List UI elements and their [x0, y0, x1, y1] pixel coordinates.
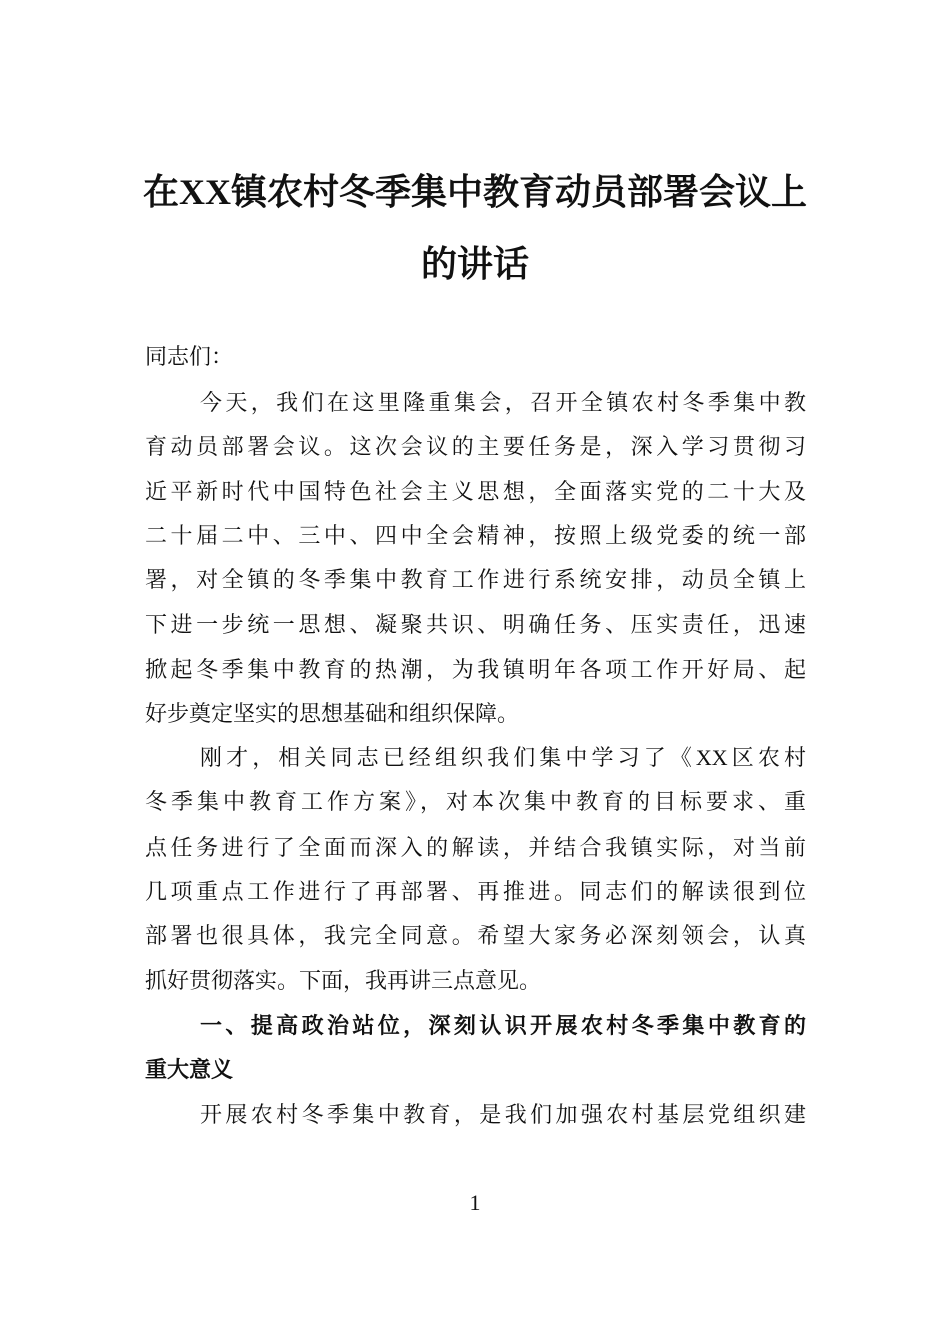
- title-line-1: 在XX镇农村冬季集中教育动员部署会议上: [143, 172, 807, 212]
- paragraph-line: 开展农村冬季集中教育，是我们加强农村基层党组织建: [200, 1102, 806, 1127]
- section-heading-line: 一、提高政治站位，深刻认识开展农村冬季集中教育的: [200, 1013, 806, 1038]
- paragraph-line: 近平新时代中国特色社会主义思想，全面落实党的二十大及: [145, 479, 806, 504]
- salutation: 同志们：: [145, 344, 234, 369]
- paragraph-line: 掀起冬季集中教育的热潮，为我镇明年各项工作开好局、起: [145, 657, 806, 682]
- paragraph-line: 几项重点工作进行了再部署、再推进。同志们的解读很到位: [145, 879, 806, 904]
- page-number: 1: [469, 1190, 481, 1215]
- paragraph-line: 今天，我们在这里隆重集会，召开全镇农村冬季集中教: [200, 390, 806, 415]
- paragraph-line: 下进一步统一思想、凝聚共识、明确任务、压实责任，迅速: [145, 612, 806, 637]
- title-line-2: 的讲话: [420, 244, 529, 284]
- paragraph-line: 刚才，相关同志已经组织我们集中学习了《XX区农村: [200, 745, 806, 770]
- paragraph-line: 好步奠定坚实的思想基础和组织保障。: [145, 701, 520, 726]
- paragraph-line: 抓好贯彻落实。下面，我再讲三点意见。: [145, 968, 542, 993]
- paragraph-line: 二十届二中、三中、四中全会精神，按照上级党委的统一部: [145, 523, 806, 548]
- section-heading-line: 重大意义: [145, 1057, 234, 1082]
- paragraph-line: 育动员部署会议。这次会议的主要任务是，深入学习贯彻习: [145, 434, 806, 459]
- paragraph-line: 点任务进行了全面而深入的解读，并结合我镇实际，对当前: [145, 835, 806, 860]
- paragraph-line: 部署也很具体，我完全同意。希望大家务必深刻领会，认真: [145, 923, 806, 948]
- paragraph-line: 署，对全镇的冬季集中教育工作进行系统安排，动员全镇上: [145, 567, 806, 592]
- paragraph-line: 冬季集中教育工作方案》，对本次集中教育的目标要求、重: [145, 789, 806, 814]
